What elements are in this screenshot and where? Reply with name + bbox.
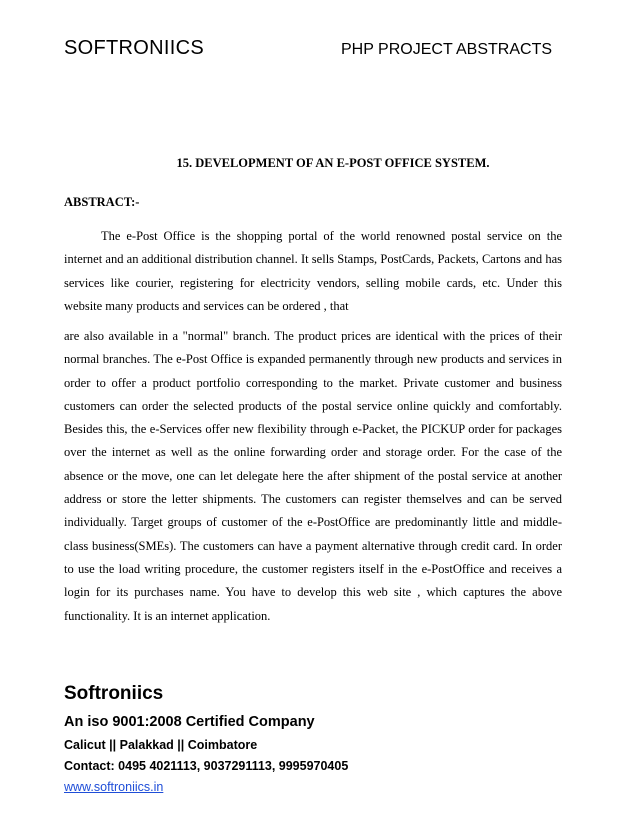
abstract-heading: ABSTRACT:- bbox=[64, 195, 140, 209]
footer-certification: An iso 9001:2008 Certified Company bbox=[64, 714, 315, 730]
page-header bbox=[0, 0, 638, 90]
abstract-paragraph-1: The e-Post Office is the shopping portal of the world renowned postal service on the internet and an additional distribution channel. It sells Stamps, PostCards, Packets, Cartons and has services like courier, registering for electricity vendors, selling mobile cards, etc. Under this website many products and services can be ordered , that bbox=[64, 229, 562, 313]
footer-website-link[interactable]: www.softroniics.in bbox=[64, 780, 164, 794]
page-footer bbox=[64, 681, 348, 797]
header-company-name: SOFTRONIICS bbox=[64, 37, 204, 59]
project-title: 15. DEVELOPMENT OF AN E-POST OFFICE SYSTEM. bbox=[176, 156, 490, 170]
footer-company-name: Softroniics bbox=[64, 683, 164, 704]
header-section-title: PHP PROJECT ABSTRACTS bbox=[341, 41, 553, 58]
abstract-paragraph-2: are also available in a "normal" branch. The product prices are identical with the prices of their normal branches. The e-Post Office is expanded permanently through new products and services in order to offer a product portfolio corresponding to the market. Private customer and business customers can order the selected products of the postal service online quickly and comfortably. Besides this, the e-Services offer new flexibility through e-Packet, the PICKUP order for packages over the internet as well as the online forwarding order and storage order. For the case of the absence or the move, one can let delegate here the after shipment of the postal service at another address or store the letter shipments. The customers can register themselves and can be served individually. Target groups of customer of the e-PostOffice are predominantly little and middle-class business(SMEs). The customers can have a payment alternative through credit card. In order to use the load writing procedure, the customer registers itself in the e-PostOffice and receives a login for its purchases name. You have to develop this web site , which captures the above functionality. It is an internet application. bbox=[64, 329, 562, 623]
footer-contact: Contact: 0495 4021113, 9037291113, 9995970405 bbox=[64, 759, 349, 773]
footer-locations: Calicut || Palakkad || Coimbatore bbox=[64, 738, 258, 752]
